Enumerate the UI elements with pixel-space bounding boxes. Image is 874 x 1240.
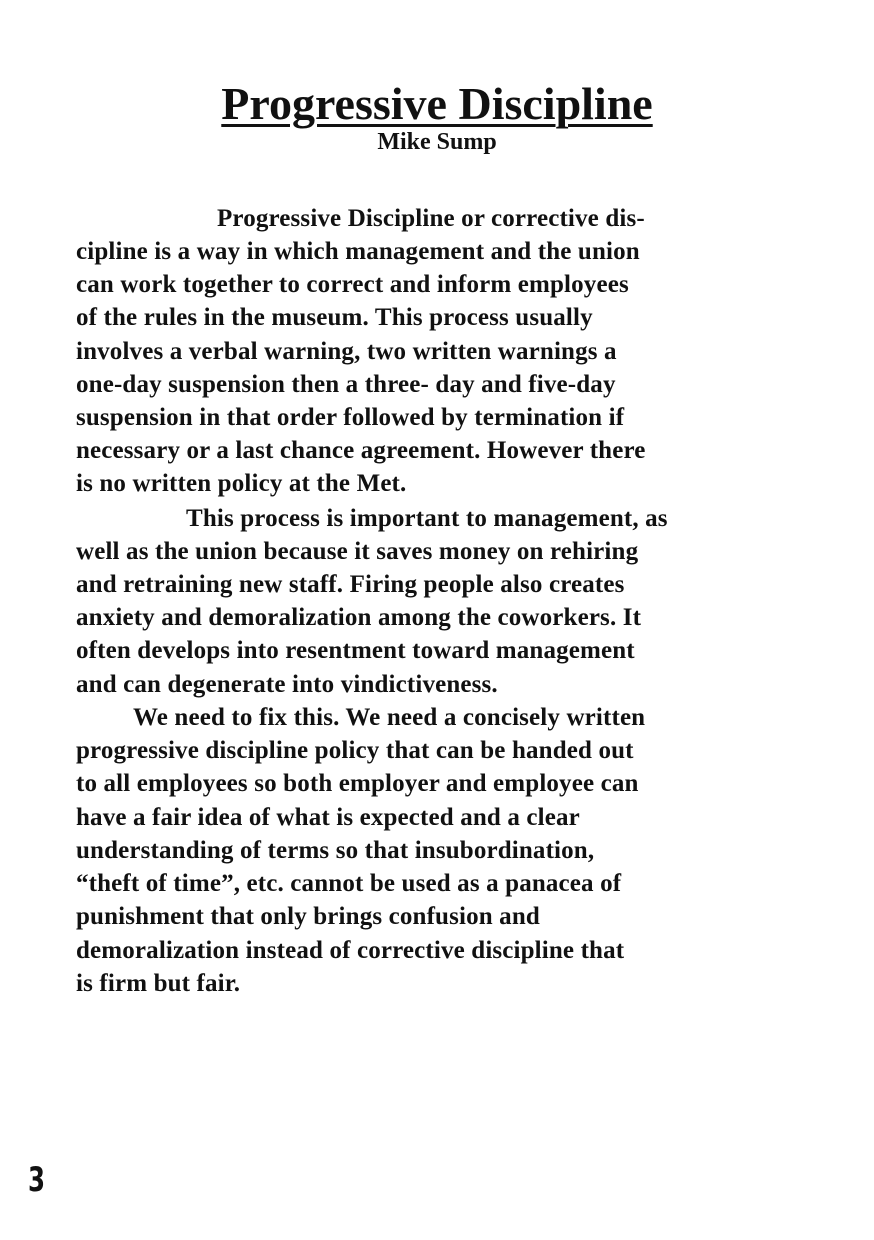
body-line: demoralization instead of corrective discipline that — [76, 937, 625, 964]
body-line: one-day suspension then a three- day and five-day — [76, 371, 616, 398]
body-line: This process is important to management, as — [186, 505, 668, 532]
body-line: cipline is a way in which management and the union — [76, 238, 640, 265]
body-line: We need to fix this. We need a concisely written — [133, 704, 646, 731]
body-line: well as the union because it saves money on rehiring — [76, 538, 639, 565]
body-line: suspension in that order followed by termination if — [76, 404, 625, 431]
body-line: punishment that only brings confusion and — [76, 903, 540, 930]
body-line: can work together to correct and inform employees — [76, 271, 629, 298]
body-line: of the rules in the museum. This process usually — [76, 304, 593, 331]
body-line: to all employees so both employer and employee can — [76, 770, 639, 797]
body-line: is firm but fair. — [76, 970, 241, 997]
body-line: is no written policy at the Met. — [76, 470, 407, 497]
body-line: and can degenerate into vindictiveness. — [76, 671, 498, 698]
body-line: progressive discipline policy that can be handed out — [76, 737, 634, 764]
page-number: 3 — [28, 1160, 46, 1200]
body-line: Progressive Discipline or corrective dis- — [217, 205, 645, 232]
body-line: involves a verbal warning, two written warnings a — [76, 338, 617, 365]
article-title: Progressive Discipline — [221, 78, 653, 129]
body-line: “theft of time”, etc. cannot be used as a panacea of — [76, 870, 622, 897]
body-line: necessary or a last chance agreement. However there — [76, 437, 646, 464]
body-line: have a fair idea of what is expected and a clear — [76, 804, 580, 831]
body-line: anxiety and demoralization among the coworkers. It — [76, 604, 642, 631]
body-line: often develops into resentment toward management — [76, 637, 635, 664]
article-author: Mike Sump — [377, 129, 497, 155]
body-line: and retraining new staff. Firing people also creates — [76, 571, 625, 598]
body-line: understanding of terms so that insubordination, — [76, 837, 595, 864]
